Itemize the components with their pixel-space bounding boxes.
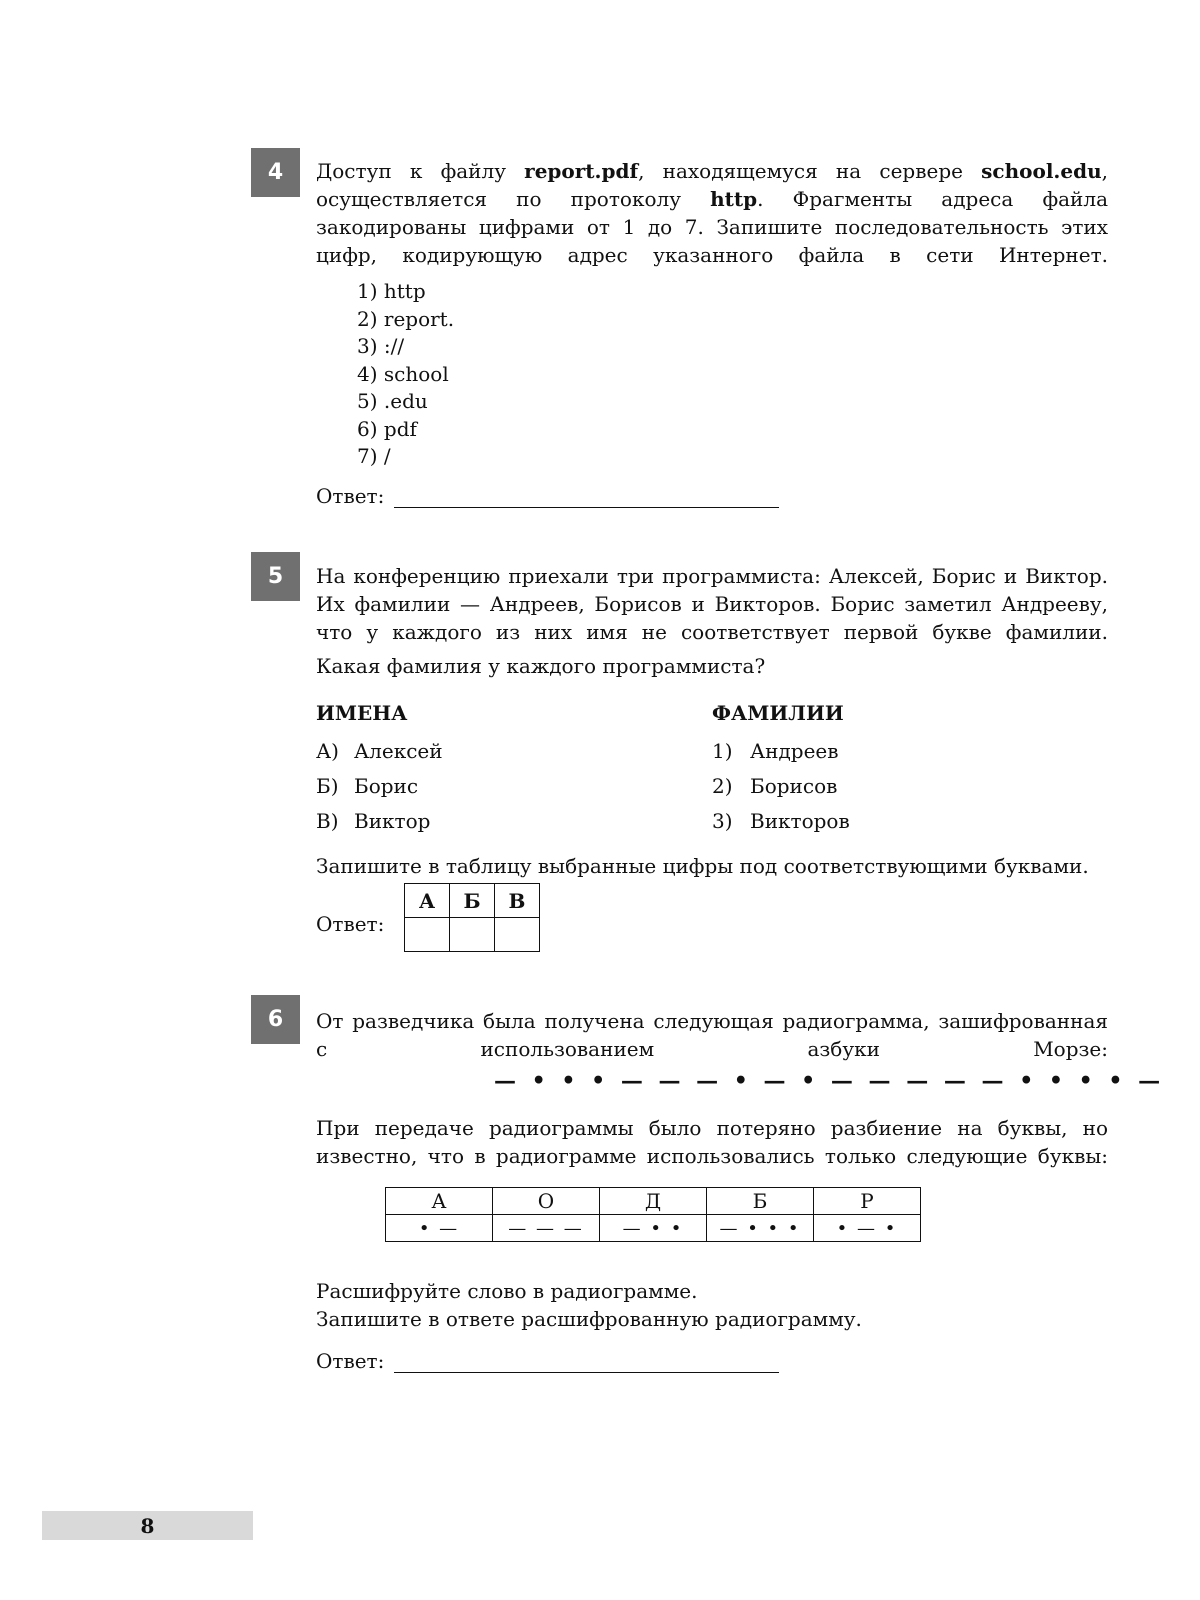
- names-list: [316, 734, 443, 839]
- table-cell: — • • •: [707, 1215, 814, 1242]
- list-item: 6) pdf: [357, 416, 417, 441]
- task-5-answer-table: [404, 883, 540, 952]
- answer-label: Ответ:: [316, 1349, 385, 1373]
- table-header-cell: Б: [707, 1188, 814, 1215]
- answer-cell[interactable]: [405, 918, 450, 952]
- table-header-cell: А: [405, 884, 450, 918]
- list-item: 3) Викторов: [712, 809, 850, 833]
- task-4-text: Доступ к файлу report.pdf, находящемуся на сервере school.edu, осуществляется по протоколу http. Фрагменты адреса файла закодированы цифрами от 1 до 7. Запишите последовательность этих цифр, кодирующую адрес указанного файла в сети Интернет.: [316, 159, 1108, 267]
- list-item: 5) .edu: [357, 389, 428, 413]
- morse-code-table: [385, 1187, 921, 1242]
- answer-field[interactable]: [394, 1350, 779, 1373]
- morse-message: — • • • — — — • — • — — — — — • • • • —: [494, 1068, 1165, 1094]
- names-header: ИМЕНА: [316, 701, 408, 725]
- task-4-options: [357, 278, 454, 471]
- task-6-text: От разведчика была получена следующая радиограмма, зашифрованная с использованием азбуки Морзе:: [316, 1009, 1108, 1061]
- answer-cell[interactable]: [450, 918, 495, 952]
- task-4-answer: [316, 484, 779, 508]
- list-item: В) Виктор: [316, 809, 431, 833]
- list-item: 4) school: [357, 361, 449, 386]
- table-cell: • —: [386, 1215, 493, 1242]
- task-6-text-2: При передаче радиограммы было потеряно разбиение на буквы, но известно, что в радиограмме использовались только следующие буквы:: [316, 1116, 1108, 1168]
- task-5-instruction: Запишите в таблицу выбранные цифры под соответствующими буквами.: [316, 854, 1089, 878]
- table-cell: — — —: [493, 1215, 600, 1242]
- table-header-cell: Р: [814, 1188, 921, 1215]
- answer-cell[interactable]: [495, 918, 540, 952]
- answer-field[interactable]: [394, 485, 779, 508]
- table-cell: • — •: [814, 1215, 921, 1242]
- table-header-cell: О: [493, 1188, 600, 1215]
- task-5-answer-label: Ответ:: [316, 912, 385, 936]
- table-header-cell: А: [386, 1188, 493, 1215]
- table-header-cell: Д: [600, 1188, 707, 1215]
- answer-label: Ответ:: [316, 484, 385, 508]
- list-item: 3) ://: [357, 334, 405, 358]
- task-5-question: Какая фамилия у каждого программиста?: [316, 654, 766, 678]
- list-item: 1) Андреев: [712, 739, 839, 763]
- task-4-number: 4: [251, 148, 300, 197]
- surnames-header: ФАМИЛИИ: [712, 701, 844, 725]
- list-item: 7) /: [357, 444, 391, 468]
- task-6-number: 6: [251, 995, 300, 1044]
- task-6-instruction-2: Запишите в ответе расшифрованную радиограмму.: [316, 1307, 862, 1331]
- table-cell: — • •: [600, 1215, 707, 1242]
- task-6-instruction-1: Расшифруйте слово в радиограмме.: [316, 1279, 698, 1303]
- page-number: 8: [42, 1511, 253, 1540]
- list-item: Б) Борис: [316, 774, 419, 798]
- task-5-text: На конференцию приехали три программиста: Алексей, Борис и Виктор. Их фамилии — Андреев, Борисов и Викторов. Борис заметил Андрееву, что у каждого из них имя не соответствует первой букве фамилии.: [316, 564, 1108, 644]
- table-header-cell: Б: [450, 884, 495, 918]
- list-item: 2) Борисов: [712, 774, 838, 798]
- task-6-answer: [316, 1349, 779, 1373]
- list-item: 2) report.: [357, 306, 455, 331]
- task-5-number: 5: [251, 552, 300, 601]
- table-header-cell: В: [495, 884, 540, 918]
- surnames-list: [712, 734, 850, 839]
- list-item: 1) http: [357, 279, 426, 303]
- list-item: А) Алексей: [316, 739, 443, 763]
